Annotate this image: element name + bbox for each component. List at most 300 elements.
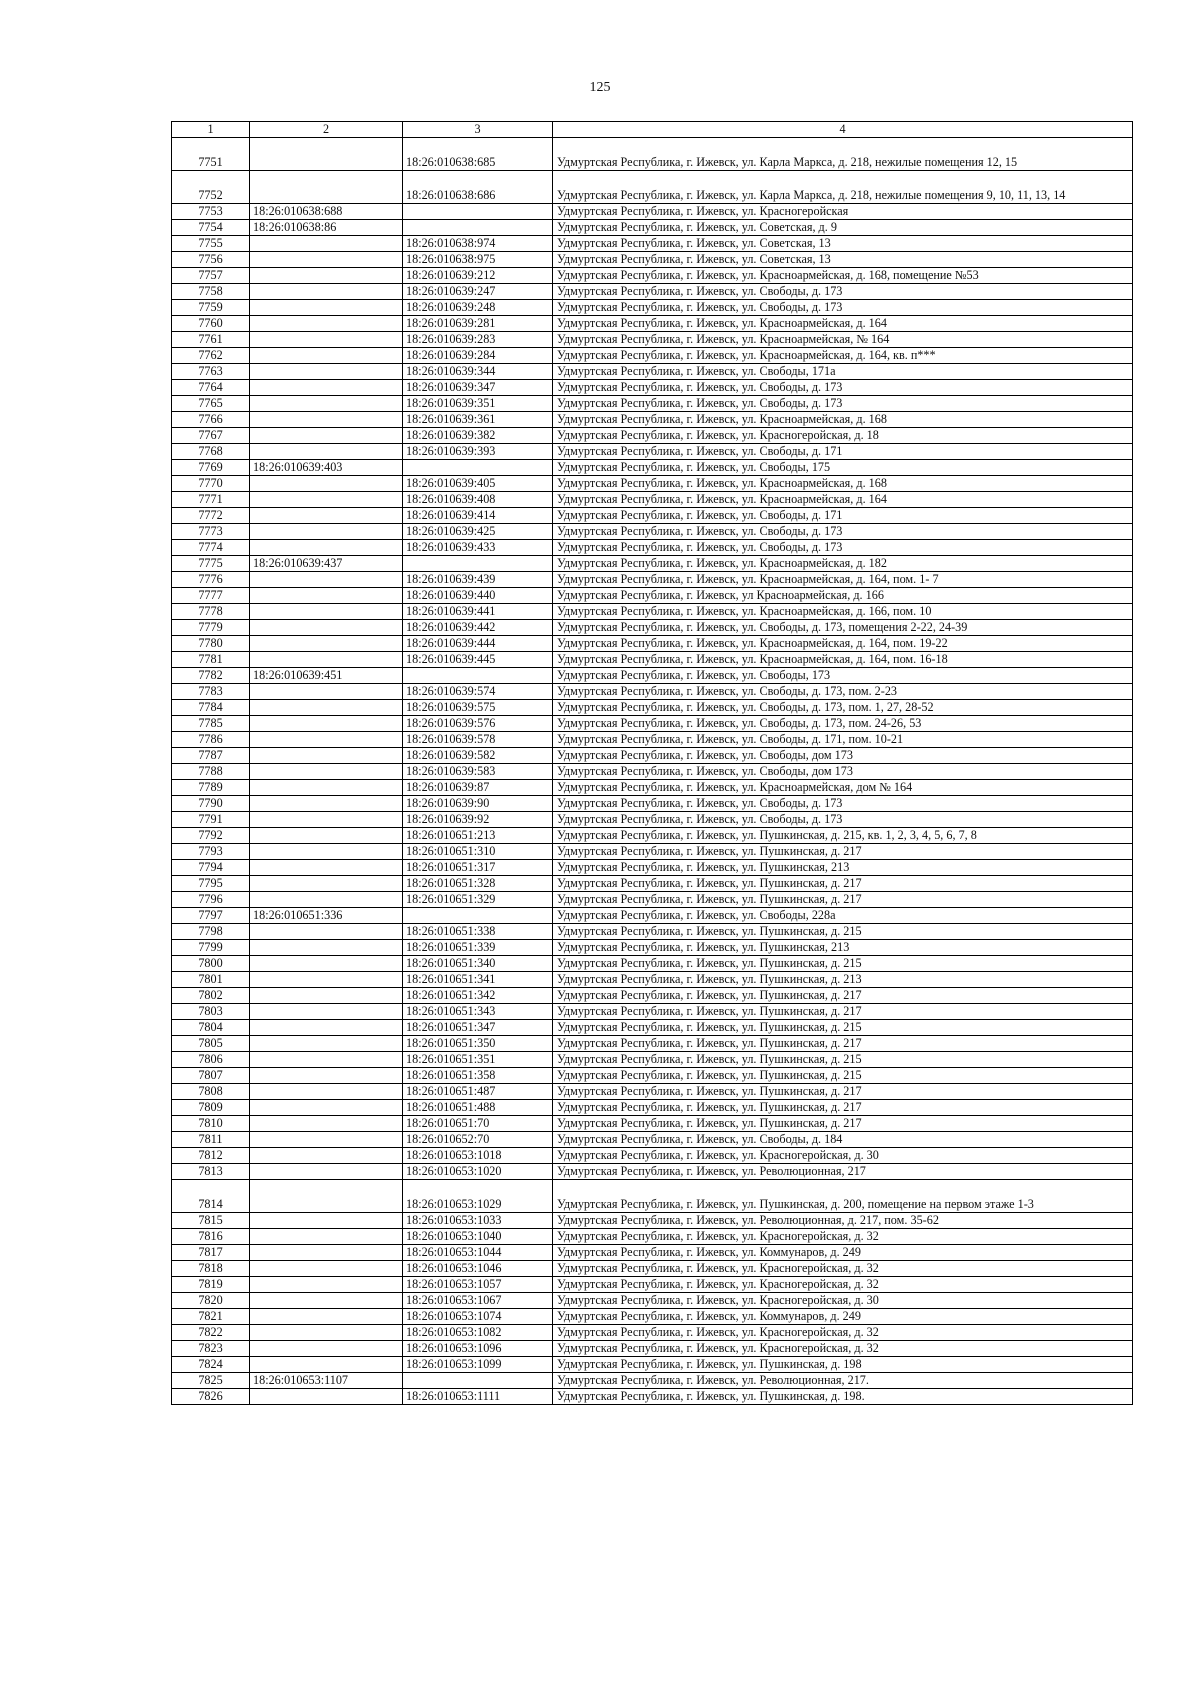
table-row xyxy=(172,683,1133,699)
cadastral-number-col2-cell xyxy=(250,539,403,555)
cadastral-number-col2-cell xyxy=(250,587,403,603)
table-row xyxy=(172,939,1133,955)
row-number-cell: 7774 xyxy=(172,539,250,555)
cadastral-number-col3-cell: 18:26:010639:247 xyxy=(403,283,553,299)
table-row xyxy=(172,795,1133,811)
cadastral-number-col3-cell: 18:26:010639:575 xyxy=(403,699,553,715)
cadastral-number-col2-cell xyxy=(250,843,403,859)
address-cell: Удмуртская Республика, г. Ижевск, ул. Красногеройская, д. 32 xyxy=(553,1324,1133,1340)
cadastral-number-col3-cell xyxy=(403,667,553,683)
table-row xyxy=(172,427,1133,443)
address-cell: Удмуртская Республика, г. Ижевск, ул. Красноармейская, д. 164, пом. 1- 7 xyxy=(553,571,1133,587)
row-number-cell: 7771 xyxy=(172,491,250,507)
row-number-cell: 7821 xyxy=(172,1308,250,1324)
address-cell: Удмуртская Республика, г. Ижевск, ул. Свободы, д. 173 xyxy=(553,299,1133,315)
cadastral-number-col2-cell xyxy=(250,635,403,651)
address-cell: Удмуртская Республика, г. Ижевск, ул Красноармейская, д. 166 xyxy=(553,587,1133,603)
cadastral-number-col3-cell: 18:26:010651:350 xyxy=(403,1035,553,1051)
cadastral-number-col2-cell xyxy=(250,1356,403,1372)
cadastral-number-col2-cell xyxy=(250,971,403,987)
table-row xyxy=(172,267,1133,283)
cadastral-number-col3-cell: 18:26:010653:1057 xyxy=(403,1276,553,1292)
cadastral-number-col3-cell: 18:26:010639:405 xyxy=(403,475,553,491)
cadastral-number-col3-cell xyxy=(403,459,553,475)
cadastral-number-col2-cell xyxy=(250,779,403,795)
table-row xyxy=(172,955,1133,971)
table-row xyxy=(172,443,1133,459)
row-number-cell: 7756 xyxy=(172,251,250,267)
address-cell: Удмуртская Республика, г. Ижевск, ул. Пушкинская, д. 217 xyxy=(553,1083,1133,1099)
cadastral-number-col3-cell: 18:26:010639:425 xyxy=(403,523,553,539)
table-row xyxy=(172,1067,1133,1083)
row-number-cell: 7813 xyxy=(172,1163,250,1179)
cadastral-number-col2-cell xyxy=(250,507,403,523)
table-row xyxy=(172,251,1133,267)
table-row xyxy=(172,1035,1133,1051)
cadastral-number-col3-cell xyxy=(403,907,553,923)
table-row xyxy=(172,379,1133,395)
table-row xyxy=(172,635,1133,651)
cadastral-number-col3-cell: 18:26:010639:441 xyxy=(403,603,553,619)
cadastral-number-col3-cell: 18:26:010653:1067 xyxy=(403,1292,553,1308)
row-number-cell: 7787 xyxy=(172,747,250,763)
row-number-cell: 7802 xyxy=(172,987,250,1003)
table-body xyxy=(172,137,1133,1404)
row-number-cell: 7779 xyxy=(172,619,250,635)
table-header-row xyxy=(172,122,1133,138)
cadastral-number-col2-cell xyxy=(250,891,403,907)
table-row xyxy=(172,1244,1133,1260)
cadastral-number-col2-cell xyxy=(250,1019,403,1035)
row-number-cell: 7753 xyxy=(172,203,250,219)
row-number-cell: 7812 xyxy=(172,1147,250,1163)
row-number-cell: 7759 xyxy=(172,299,250,315)
cadastral-number-col2-cell xyxy=(250,1147,403,1163)
table-row xyxy=(172,1260,1133,1276)
cadastral-number-col3-cell: 18:26:010639:582 xyxy=(403,747,553,763)
cadastral-number-col3-cell: 18:26:010639:351 xyxy=(403,395,553,411)
cadastral-number-col3-cell: 18:26:010653:1040 xyxy=(403,1228,553,1244)
cadastral-number-col2-cell xyxy=(250,683,403,699)
row-number-cell: 7762 xyxy=(172,347,250,363)
table-row xyxy=(172,1388,1133,1404)
table-row xyxy=(172,1179,1133,1212)
cadastral-number-col3-cell: 18:26:010639:433 xyxy=(403,539,553,555)
cadastral-number-col2-cell xyxy=(250,1067,403,1083)
row-number-cell: 7786 xyxy=(172,731,250,747)
address-cell: Удмуртская Республика, г. Ижевск, ул. Красноармейская, д. 164 xyxy=(553,491,1133,507)
address-cell: Удмуртская Республика, г. Ижевск, ул. Советская, д. 9 xyxy=(553,219,1133,235)
address-cell: Удмуртская Республика, г. Ижевск, ул. Красногеройская xyxy=(553,203,1133,219)
cadastral-number-col2-cell xyxy=(250,859,403,875)
address-cell: Удмуртская Республика, г. Ижевск, ул. Красногеройская, д. 18 xyxy=(553,427,1133,443)
cadastral-number-col2-cell xyxy=(250,571,403,587)
table-row xyxy=(172,170,1133,203)
row-number-cell: 7796 xyxy=(172,891,250,907)
address-cell: Удмуртская Республика, г. Ижевск, ул. Пушкинская, д. 217 xyxy=(553,1035,1133,1051)
table-row xyxy=(172,811,1133,827)
cadastral-number-col3-cell: 18:26:010639:440 xyxy=(403,587,553,603)
table-row xyxy=(172,699,1133,715)
cadastral-number-col2-cell xyxy=(250,747,403,763)
table-row xyxy=(172,1276,1133,1292)
row-number-cell: 7795 xyxy=(172,875,250,891)
table-row xyxy=(172,1308,1133,1324)
table-row xyxy=(172,971,1133,987)
cadastral-number-col2-cell xyxy=(250,299,403,315)
cadastral-number-col2-cell xyxy=(250,1228,403,1244)
cadastral-number-col2-cell: 18:26:010639:437 xyxy=(250,555,403,571)
cadastral-number-col3-cell: 18:26:010651:329 xyxy=(403,891,553,907)
address-cell: Удмуртская Республика, г. Ижевск, ул. Красноармейская, № 164 xyxy=(553,331,1133,347)
table-row xyxy=(172,1324,1133,1340)
cadastral-number-col3-cell: 18:26:010653:1018 xyxy=(403,1147,553,1163)
cadastral-number-col2-cell xyxy=(250,1115,403,1131)
cadastral-number-col2-cell xyxy=(250,1163,403,1179)
table-row xyxy=(172,137,1133,170)
address-cell: Удмуртская Республика, г. Ижевск, ул. Пушкинская, д. 215, кв. 1, 2, 3, 4, 5, 6, 7, 8 xyxy=(553,827,1133,843)
row-number-cell: 7823 xyxy=(172,1340,250,1356)
row-number-cell: 7801 xyxy=(172,971,250,987)
cadastral-number-col2-cell xyxy=(250,235,403,251)
address-cell: Удмуртская Республика, г. Ижевск, ул. Свободы, 173 xyxy=(553,667,1133,683)
address-cell: Удмуртская Республика, г. Ижевск, ул. Пушкинская, д. 217 xyxy=(553,1099,1133,1115)
row-number-cell: 7766 xyxy=(172,411,250,427)
column-header-1: 1 xyxy=(172,122,250,138)
address-cell: Удмуртская Республика, г. Ижевск, ул. Свободы, 228а xyxy=(553,907,1133,923)
cadastral-number-col2-cell xyxy=(250,363,403,379)
table-row xyxy=(172,843,1133,859)
row-number-cell: 7755 xyxy=(172,235,250,251)
table-row xyxy=(172,875,1133,891)
cadastral-number-col2-cell xyxy=(250,731,403,747)
address-cell: Удмуртская Республика, г. Ижевск, ул. Красногеройская, д. 30 xyxy=(553,1147,1133,1163)
cadastral-number-col2-cell xyxy=(250,1324,403,1340)
cadastral-number-col2-cell xyxy=(250,1083,403,1099)
registry-table xyxy=(171,121,1133,1405)
column-header-3: 3 xyxy=(403,122,553,138)
cadastral-number-col3-cell: 18:26:010651:342 xyxy=(403,987,553,1003)
cadastral-number-col2-cell xyxy=(250,987,403,1003)
row-number-cell: 7810 xyxy=(172,1115,250,1131)
cadastral-number-col3-cell: 18:26:010651:340 xyxy=(403,955,553,971)
address-cell: Удмуртская Республика, г. Ижевск, ул. Пушкинская, д. 217 xyxy=(553,987,1133,1003)
table-row xyxy=(172,363,1133,379)
address-cell: Удмуртская Республика, г. Ижевск, ул. Красногеройская, д. 32 xyxy=(553,1340,1133,1356)
address-cell: Удмуртская Республика, г. Ижевск, ул. Пушкинская, д. 215 xyxy=(553,955,1133,971)
address-cell: Удмуртская Республика, г. Ижевск, ул. Красноармейская, д. 168, помещение №53 xyxy=(553,267,1133,283)
address-cell: Удмуртская Республика, г. Ижевск, ул. Свободы, дом 173 xyxy=(553,747,1133,763)
address-cell: Удмуртская Республика, г. Ижевск, ул. Красноармейская, д. 164, кв. п*** xyxy=(553,347,1133,363)
row-number-cell: 7773 xyxy=(172,523,250,539)
cadastral-number-col2-cell: 18:26:010639:451 xyxy=(250,667,403,683)
address-cell: Удмуртская Республика, г. Ижевск, ул. Свободы, д. 173 xyxy=(553,539,1133,555)
cadastral-number-col2-cell xyxy=(250,331,403,347)
table-row xyxy=(172,411,1133,427)
cadastral-number-col3-cell: 18:26:010653:1082 xyxy=(403,1324,553,1340)
row-number-cell: 7825 xyxy=(172,1372,250,1388)
address-cell: Удмуртская Республика, г. Ижевск, ул. Пушкинская, д. 215 xyxy=(553,1051,1133,1067)
cadastral-number-col2-cell xyxy=(250,619,403,635)
table-row xyxy=(172,1019,1133,1035)
table-row xyxy=(172,763,1133,779)
cadastral-number-col3-cell: 18:26:010653:1111 xyxy=(403,1388,553,1404)
row-number-cell: 7776 xyxy=(172,571,250,587)
cadastral-number-col3-cell: 18:26:010639:583 xyxy=(403,763,553,779)
cadastral-number-col3-cell: 18:26:010651:488 xyxy=(403,1099,553,1115)
row-number-cell: 7757 xyxy=(172,267,250,283)
cadastral-number-col2-cell xyxy=(250,1244,403,1260)
table-row xyxy=(172,571,1133,587)
row-number-cell: 7822 xyxy=(172,1324,250,1340)
table-row xyxy=(172,779,1133,795)
row-number-cell: 7772 xyxy=(172,507,250,523)
cadastral-number-col2-cell xyxy=(250,603,403,619)
cadastral-number-col3-cell: 18:26:010653:1029 xyxy=(403,1179,553,1212)
cadastral-number-col3-cell: 18:26:010651:351 xyxy=(403,1051,553,1067)
cadastral-number-col3-cell: 18:26:010651:341 xyxy=(403,971,553,987)
address-cell: Удмуртская Республика, г. Ижевск, ул. Красногеройская, д. 32 xyxy=(553,1276,1133,1292)
address-cell: Удмуртская Республика, г. Ижевск, ул. Пушкинская, д. 217 xyxy=(553,1003,1133,1019)
row-number-cell: 7824 xyxy=(172,1356,250,1372)
cadastral-number-col2-cell xyxy=(250,523,403,539)
cadastral-number-col2-cell xyxy=(250,1340,403,1356)
cadastral-number-col2-cell xyxy=(250,347,403,363)
cadastral-number-col3-cell: 18:26:010639:393 xyxy=(403,443,553,459)
table-row xyxy=(172,347,1133,363)
address-cell: Удмуртская Республика, г. Ижевск, ул. Пушкинская, д. 215 xyxy=(553,923,1133,939)
row-number-cell: 7814 xyxy=(172,1179,250,1212)
address-cell: Удмуртская Республика, г. Ижевск, ул. Пушкинская, д. 217 xyxy=(553,843,1133,859)
table-row xyxy=(172,1131,1133,1147)
table-row xyxy=(172,331,1133,347)
cadastral-number-col3-cell: 18:26:010653:1033 xyxy=(403,1212,553,1228)
table-row xyxy=(172,1163,1133,1179)
address-cell: Удмуртская Республика, г. Ижевск, ул. Пушкинская, д. 217 xyxy=(553,875,1133,891)
table-row xyxy=(172,619,1133,635)
cadastral-number-col2-cell xyxy=(250,811,403,827)
cadastral-number-col3-cell: 18:26:010651:213 xyxy=(403,827,553,843)
address-cell: Удмуртская Республика, г. Ижевск, ул. Свободы, 175 xyxy=(553,459,1133,475)
row-number-cell: 7815 xyxy=(172,1212,250,1228)
address-cell: Удмуртская Республика, г. Ижевск, ул. Революционная, д. 217, пом. 35-62 xyxy=(553,1212,1133,1228)
address-cell: Удмуртская Республика, г. Ижевск, ул. Свободы, д. 173, пом. 1, 27, 28-52 xyxy=(553,699,1133,715)
table-row xyxy=(172,1212,1133,1228)
table-row xyxy=(172,219,1133,235)
table-row xyxy=(172,315,1133,331)
address-cell: Удмуртская Республика, г. Ижевск, ул. Революционная, 217 xyxy=(553,1163,1133,1179)
address-cell: Удмуртская Республика, г. Ижевск, ул. Пушкинская, д. 215 xyxy=(553,1019,1133,1035)
row-number-cell: 7761 xyxy=(172,331,250,347)
cadastral-number-col2-cell xyxy=(250,875,403,891)
row-number-cell: 7763 xyxy=(172,363,250,379)
cadastral-number-col2-cell xyxy=(250,1099,403,1115)
cadastral-number-col3-cell: 18:26:010653:1044 xyxy=(403,1244,553,1260)
address-cell: Удмуртская Республика, г. Ижевск, ул. Свободы, д. 171 xyxy=(553,443,1133,459)
cadastral-number-col2-cell: 18:26:010653:1107 xyxy=(250,1372,403,1388)
table-row xyxy=(172,475,1133,491)
row-number-cell: 7793 xyxy=(172,843,250,859)
cadastral-number-col2-cell xyxy=(250,795,403,811)
address-cell: Удмуртская Республика, г. Ижевск, ул. Свободы, д. 173, пом. 24-26, 53 xyxy=(553,715,1133,731)
address-cell: Удмуртская Республика, г. Ижевск, ул. Советская, 13 xyxy=(553,251,1133,267)
table-row xyxy=(172,747,1133,763)
address-cell: Удмуртская Республика, г. Ижевск, ул. Красноармейская, д. 182 xyxy=(553,555,1133,571)
address-cell: Удмуртская Республика, г. Ижевск, ул. Красноармейская, д. 164, пом. 19-22 xyxy=(553,635,1133,651)
cadastral-number-col2-cell xyxy=(250,491,403,507)
cadastral-number-col3-cell xyxy=(403,203,553,219)
cadastral-number-col2-cell xyxy=(250,827,403,843)
cadastral-number-col2-cell xyxy=(250,955,403,971)
table-row xyxy=(172,1083,1133,1099)
row-number-cell: 7799 xyxy=(172,939,250,955)
cadastral-number-col3-cell: 18:26:010638:975 xyxy=(403,251,553,267)
table-row xyxy=(172,827,1133,843)
table-row xyxy=(172,1003,1133,1019)
row-number-cell: 7752 xyxy=(172,170,250,203)
row-number-cell: 7789 xyxy=(172,779,250,795)
cadastral-number-col3-cell: 18:26:010651:338 xyxy=(403,923,553,939)
table-row xyxy=(172,907,1133,923)
cadastral-number-col2-cell xyxy=(250,379,403,395)
cadastral-number-col3-cell: 18:26:010639:444 xyxy=(403,635,553,651)
row-number-cell: 7784 xyxy=(172,699,250,715)
cadastral-number-col3-cell: 18:26:010639:344 xyxy=(403,363,553,379)
cadastral-number-col3-cell: 18:26:010653:1096 xyxy=(403,1340,553,1356)
table-row xyxy=(172,667,1133,683)
cadastral-number-col2-cell xyxy=(250,1051,403,1067)
cadastral-number-col3-cell: 18:26:010653:1099 xyxy=(403,1356,553,1372)
cadastral-number-col3-cell: 18:26:010639:347 xyxy=(403,379,553,395)
row-number-cell: 7751 xyxy=(172,137,250,170)
cadastral-number-col3-cell: 18:26:010651:339 xyxy=(403,939,553,955)
address-cell: Удмуртская Республика, г. Ижевск, ул. Красногеройская, д. 32 xyxy=(553,1228,1133,1244)
address-cell: Удмуртская Республика, г. Ижевск, ул. Свободы, д. 173 xyxy=(553,395,1133,411)
cadastral-number-col2-cell xyxy=(250,939,403,955)
table-row xyxy=(172,715,1133,731)
address-cell: Удмуртская Республика, г. Ижевск, ул. Советская, 13 xyxy=(553,235,1133,251)
cadastral-number-col3-cell xyxy=(403,219,553,235)
table-row xyxy=(172,491,1133,507)
row-number-cell: 7767 xyxy=(172,427,250,443)
row-number-cell: 7788 xyxy=(172,763,250,779)
cadastral-number-col2-cell xyxy=(250,475,403,491)
address-cell: Удмуртская Республика, г. Ижевск, ул. Пушкинская, д. 198 xyxy=(553,1356,1133,1372)
cadastral-number-col2-cell xyxy=(250,1276,403,1292)
address-cell: Удмуртская Республика, г. Ижевск, ул. Свободы, д. 173 xyxy=(553,811,1133,827)
row-number-cell: 7791 xyxy=(172,811,250,827)
cadastral-number-col3-cell: 18:26:010651:70 xyxy=(403,1115,553,1131)
table-row xyxy=(172,203,1133,219)
address-cell: Удмуртская Республика, г. Ижевск, ул. Красноармейская, д. 168 xyxy=(553,475,1133,491)
row-number-cell: 7820 xyxy=(172,1292,250,1308)
cadastral-number-col2-cell xyxy=(250,251,403,267)
table-row xyxy=(172,891,1133,907)
table-row xyxy=(172,507,1133,523)
table-row xyxy=(172,395,1133,411)
address-cell: Удмуртская Республика, г. Ижевск, ул. Красноармейская, д. 166, пом. 10 xyxy=(553,603,1133,619)
row-number-cell: 7809 xyxy=(172,1099,250,1115)
cadastral-number-col3-cell: 18:26:010653:1074 xyxy=(403,1308,553,1324)
cadastral-number-col2-cell xyxy=(250,283,403,299)
table-row xyxy=(172,1051,1133,1067)
cadastral-number-col3-cell: 18:26:010639:361 xyxy=(403,411,553,427)
row-number-cell: 7792 xyxy=(172,827,250,843)
cadastral-number-col3-cell: 18:26:010651:347 xyxy=(403,1019,553,1035)
cadastral-number-col3-cell: 18:26:010639:414 xyxy=(403,507,553,523)
address-cell: Удмуртская Республика, г. Ижевск, ул. Пушкинская, д. 217 xyxy=(553,891,1133,907)
address-cell: Удмуртская Республика, г. Ижевск, ул. Свободы, д. 184 xyxy=(553,1131,1133,1147)
address-cell: Удмуртская Республика, г. Ижевск, ул. Коммунаров, д. 249 xyxy=(553,1308,1133,1324)
cadastral-number-col2-cell xyxy=(250,443,403,459)
cadastral-number-col3-cell: 18:26:010651:317 xyxy=(403,859,553,875)
cadastral-number-col2-cell xyxy=(250,1131,403,1147)
row-number-cell: 7760 xyxy=(172,315,250,331)
address-cell: Удмуртская Республика, г. Ижевск, ул. Свободы, д. 173, помещения 2-22, 24-39 xyxy=(553,619,1133,635)
cadastral-number-col3-cell: 18:26:010639:212 xyxy=(403,267,553,283)
row-number-cell: 7780 xyxy=(172,635,250,651)
table-row xyxy=(172,1356,1133,1372)
address-cell: Удмуртская Республика, г. Ижевск, ул. Пушкинская, 213 xyxy=(553,859,1133,875)
row-number-cell: 7770 xyxy=(172,475,250,491)
cadastral-number-col3-cell: 18:26:010638:685 xyxy=(403,137,553,170)
table-row xyxy=(172,651,1133,667)
cadastral-number-col2-cell xyxy=(250,1292,403,1308)
address-cell: Удмуртская Республика, г. Ижевск, ул. Красногеройская, д. 30 xyxy=(553,1292,1133,1308)
address-cell: Удмуртская Республика, г. Ижевск, ул. Карла Маркса, д. 218, нежилые помещения 12, 15 xyxy=(553,137,1133,170)
table-row xyxy=(172,1228,1133,1244)
cadastral-number-col3-cell: 18:26:010652:70 xyxy=(403,1131,553,1147)
address-cell: Удмуртская Республика, г. Ижевск, ул. Красноармейская, дом № 164 xyxy=(553,779,1133,795)
cadastral-number-col3-cell: 18:26:010639:578 xyxy=(403,731,553,747)
row-number-cell: 7826 xyxy=(172,1388,250,1404)
address-cell: Удмуртская Республика, г. Ижевск, ул. Пушкинская, 213 xyxy=(553,939,1133,955)
cadastral-number-col3-cell: 18:26:010651:358 xyxy=(403,1067,553,1083)
row-number-cell: 7800 xyxy=(172,955,250,971)
row-number-cell: 7806 xyxy=(172,1051,250,1067)
table-row xyxy=(172,235,1133,251)
address-cell: Удмуртская Республика, г. Ижевск, ул. Красноармейская, д. 164 xyxy=(553,315,1133,331)
table-row xyxy=(172,1340,1133,1356)
row-number-cell: 7790 xyxy=(172,795,250,811)
address-cell: Удмуртская Республика, г. Ижевск, ул. Свободы, д. 173 xyxy=(553,523,1133,539)
cadastral-number-col2-cell xyxy=(250,651,403,667)
table-row xyxy=(172,539,1133,555)
table-row xyxy=(172,459,1133,475)
row-number-cell: 7777 xyxy=(172,587,250,603)
cadastral-number-col3-cell: 18:26:010639:574 xyxy=(403,683,553,699)
table-row xyxy=(172,859,1133,875)
cadastral-number-col2-cell: 18:26:010651:336 xyxy=(250,907,403,923)
cadastral-number-col3-cell: 18:26:010639:382 xyxy=(403,427,553,443)
cadastral-number-col3-cell xyxy=(403,1372,553,1388)
address-cell: Удмуртская Республика, г. Ижевск, ул. Пушкинская, д. 215 xyxy=(553,1067,1133,1083)
address-cell: Удмуртская Республика, г. Ижевск, ул. Свободы, д. 173 xyxy=(553,379,1133,395)
cadastral-number-col2-cell xyxy=(250,1388,403,1404)
address-cell: Удмуртская Республика, г. Ижевск, ул. Пушкинская, д. 200, помещение на первом этаже 1-3 xyxy=(553,1179,1133,1212)
address-cell: Удмуртская Республика, г. Ижевск, ул. Красногеройская, д. 32 xyxy=(553,1260,1133,1276)
row-number-cell: 7819 xyxy=(172,1276,250,1292)
cadastral-number-col2-cell: 18:26:010638:86 xyxy=(250,219,403,235)
address-cell: Удмуртская Республика, г. Ижевск, ул. Свободы, д. 171 xyxy=(553,507,1133,523)
address-cell: Удмуртская Республика, г. Ижевск, ул. Пушкинская, д. 213 xyxy=(553,971,1133,987)
address-cell: Удмуртская Республика, г. Ижевск, ул. Пушкинская, д. 198. xyxy=(553,1388,1133,1404)
table-row xyxy=(172,923,1133,939)
cadastral-number-col3-cell: 18:26:010639:281 xyxy=(403,315,553,331)
address-cell: Удмуртская Республика, г. Ижевск, ул. Свободы, дом 173 xyxy=(553,763,1133,779)
address-cell: Удмуртская Республика, г. Ижевск, ул. Свободы, д. 171, пом. 10-21 xyxy=(553,731,1133,747)
cadastral-number-col3-cell: 18:26:010638:974 xyxy=(403,235,553,251)
